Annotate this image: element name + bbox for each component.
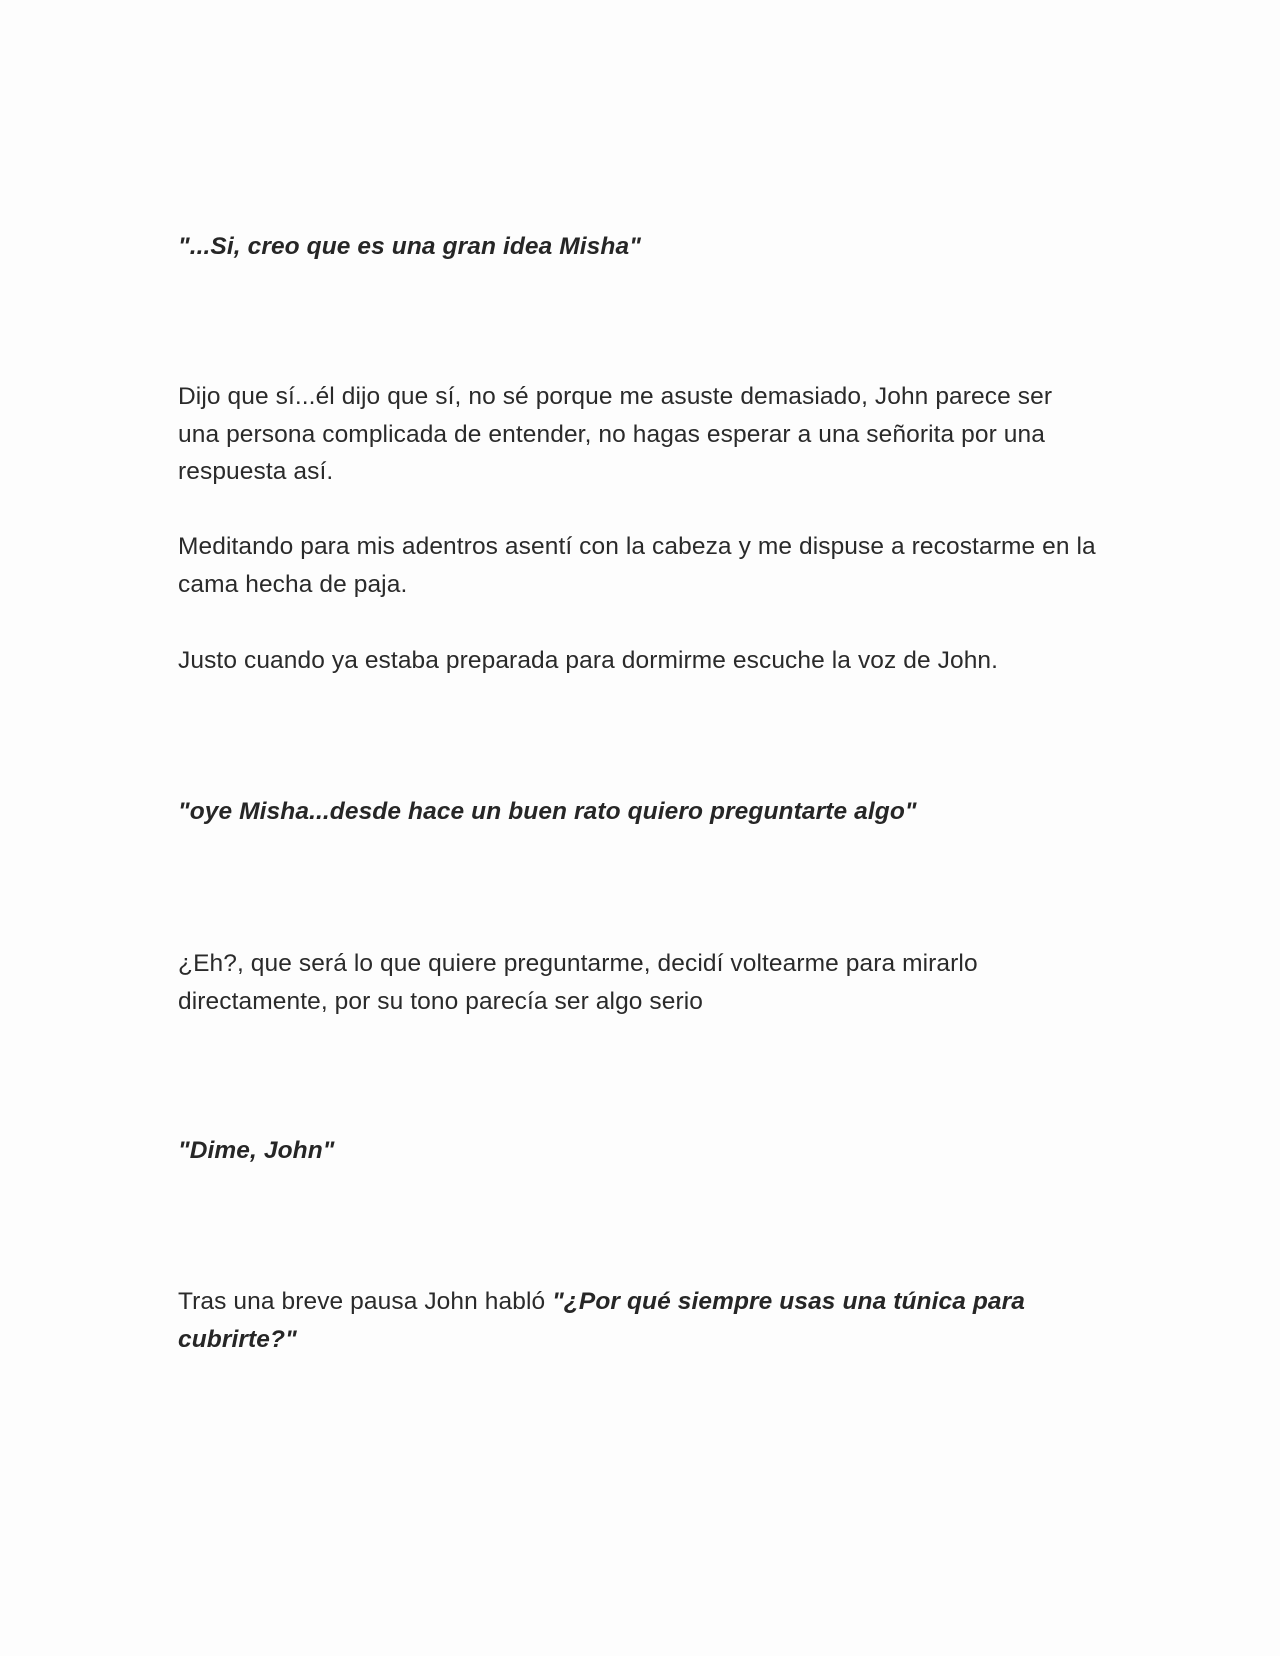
- narration-paragraph: Meditando para mis adentros asentí con la cabeza y me dispuse a recostarme en la cama hecha de paja.: [178, 533, 1096, 598]
- narration-paragraph: Justo cuando ya estaba preparada para dormirme escuche la voz de John.: [178, 647, 999, 674]
- dialogue-line-john-question-intro: "oye Misha...desde hace un buen rato quiero preguntarte algo": [178, 798, 917, 825]
- dialogue-line-misha-agrees: "...Si, creo que es una gran idea Misha": [178, 233, 641, 260]
- narration-paragraph: ¿Eh?, que será lo que quiere preguntarme, decidí voltearme para mirarlo directamente, por su tono parecía ser algo serio: [178, 950, 978, 1015]
- narration-lead-text: Tras una breve pausa John habló: [178, 1288, 553, 1315]
- narration-with-dialogue: [178, 1283, 1098, 1358]
- dialogue-line-dime-john: "Dime, John": [178, 1137, 335, 1164]
- dialogue-line-john-question: "¿Por qué siempre usas una túnica para cubrirte?": [178, 1288, 1026, 1353]
- narration-paragraph: Dijo que sí...él dijo que sí, no sé porque me asuste demasiado, John parece ser una persona complicada de entender, no hagas esperar a una señorita por una respuesta así.: [178, 383, 1053, 485]
